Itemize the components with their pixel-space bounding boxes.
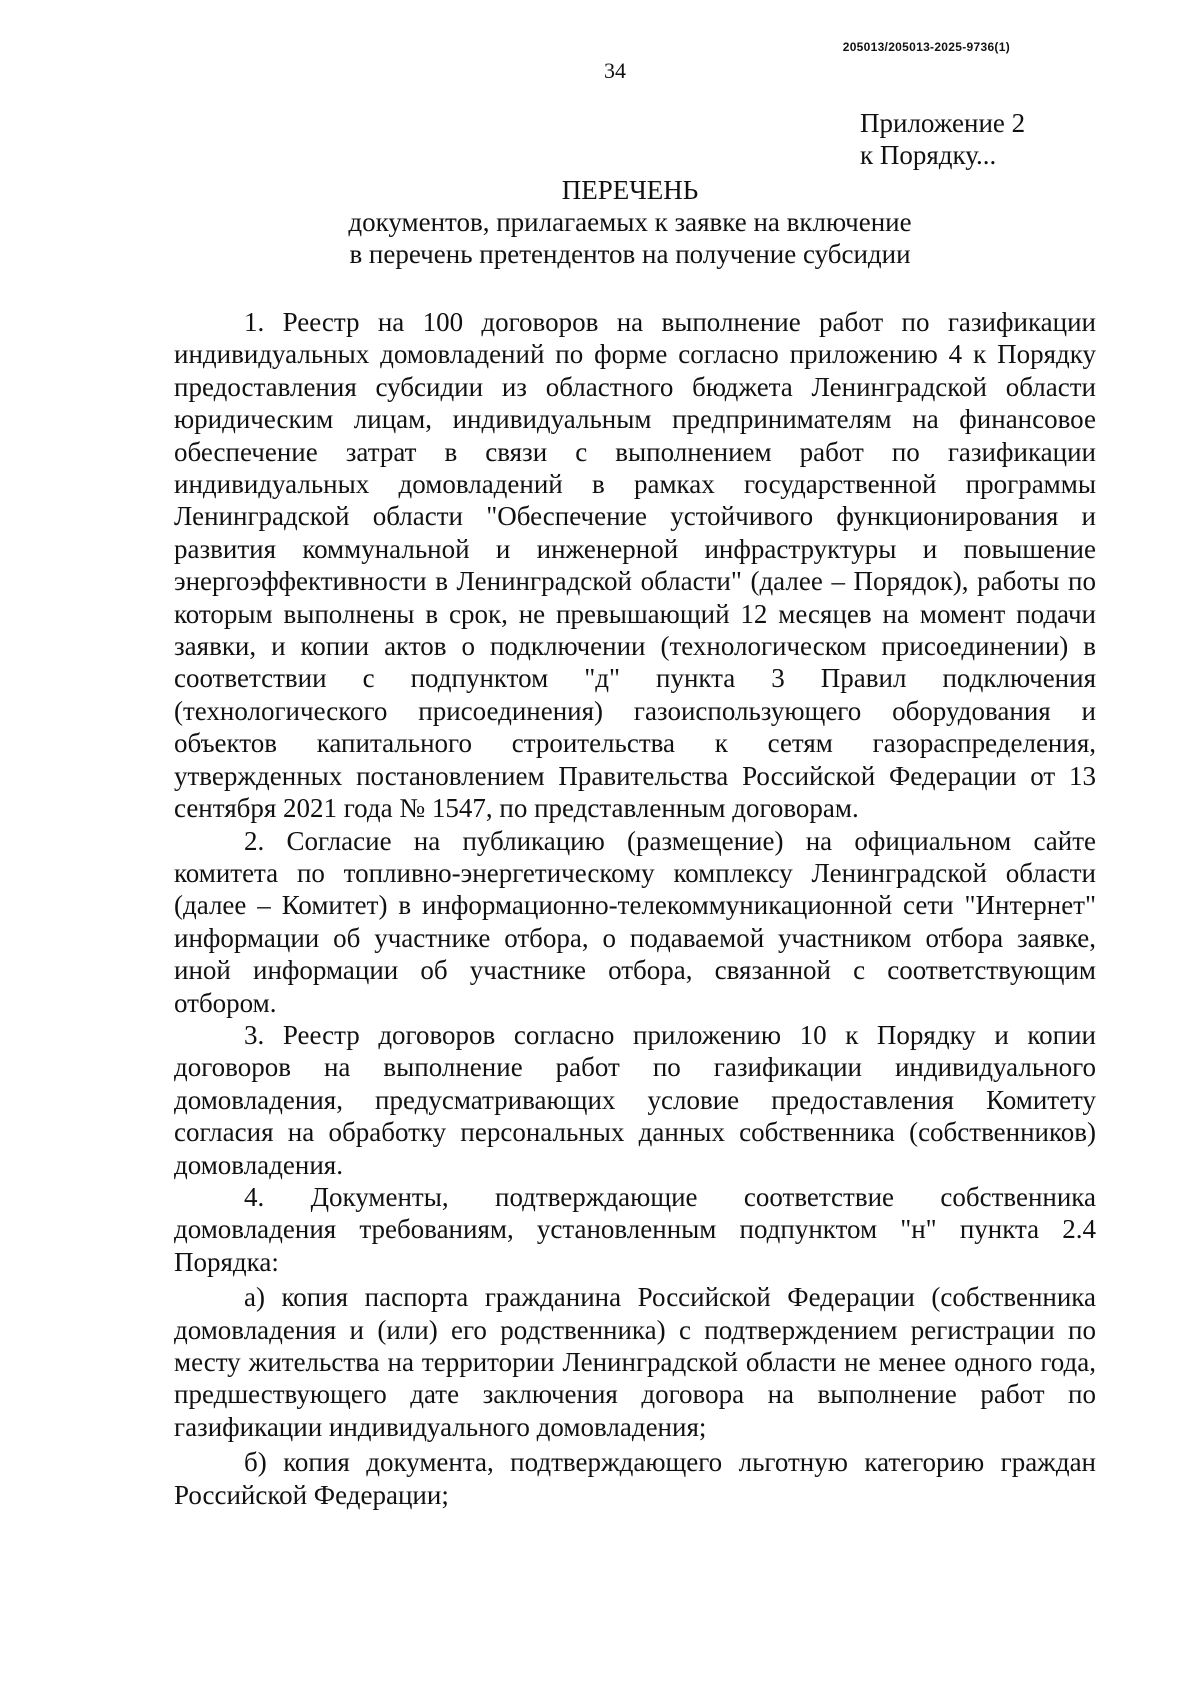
appendix-reference [860,107,1025,171]
paragraph-subitem-a: а) копия паспорта гражданина Российской Федерации (собственника домовладения и (или) его родственника) с подтверждением регистрации по месту жительства на территории Ленинградской области не менее одного года, предшествующего дате заключения договора на выполнение работ по газификации индивидуального домовладения; [174,1282,1096,1442]
paragraph-subitem-b: б) копия документа, подтверждающего льготную категорию граждан Российской Федерации; [174,1447,1096,1510]
title-heading: ПЕРЕЧЕНЬ [561,175,699,205]
paragraph-item-3: 3. Реестр договоров согласно приложению 10 к Порядку и копии договоров на выполнение работ по газификации индивидуального домовладения, предусматривающих условие предоставления Комитету согласия на обработку персональных данных собственника (собственников) домовладения. [174,1019,1096,1180]
paragraph-item-4: 4. Документы, подтверждающие соответствие собственника домовладения требованиям, установленным подпунктом "н" пункта 2.4 Порядка: [174,1181,1096,1277]
document-title [0,174,1200,270]
title-subtitle-line-1: документов, прилагаемых к заявке на включение [348,207,912,237]
paragraph-item-1: 1. Реестр на 100 договоров на выполнение работ по газификации индивидуальных домовладений по форме согласно приложению 4 к Порядку предоставления субсидии из областного бюджета Ленинградской области юридическим лицам, индивидуальным предпринимателям на финансовое обеспечение затрат в связи с выполнением работ по газификации индивидуальных домовладений в рамках государственной программы Ленинградской области "Обеспечение устойчивого функционирования и развития коммунальной и инженерной инфраструктуры и повышение энергоэффективности в Ленинградской области" (далее – Порядок), работы по которым выполнены в срок, не превышающий 12 месяцев на момент подачи заявки, и копии актов о подключении (технологическом присоединении) в соответствии с подпунктом "д" пункта 3 Правил подключения (технологического присоединения) газоиспользующего оборудования и объектов капитального строительства к сетям газораспределения, утвержденных постановлением Правительства Российской Федерации от 13 сентября 2021 года № 1547, по представленным договорам. [174,307,1096,824]
registration-number: 205013/205013-2025-9736(1) [842,40,1010,54]
paragraph-item-2: 2. Согласие на публикацию (размещение) на официальном сайте комитета по топливно-энергетическому комплексу Ленинградской области (далее – Комитет) в информационно-телекоммуникационной сети "Интернет" информации об участнике отбора, о подаваемой участником отбора заявке, иной информации об участнике отбора, связанной с соответствующим отбором. [174,825,1096,1018]
appendix-line-1: Приложение 2 [860,108,1026,138]
appendix-line-2: к Порядку... [860,140,997,170]
title-subtitle-line-2: в перечень претендентов на получение субсидии [349,239,911,269]
document-body [174,306,1096,1511]
page-number: 34 [604,58,626,83]
